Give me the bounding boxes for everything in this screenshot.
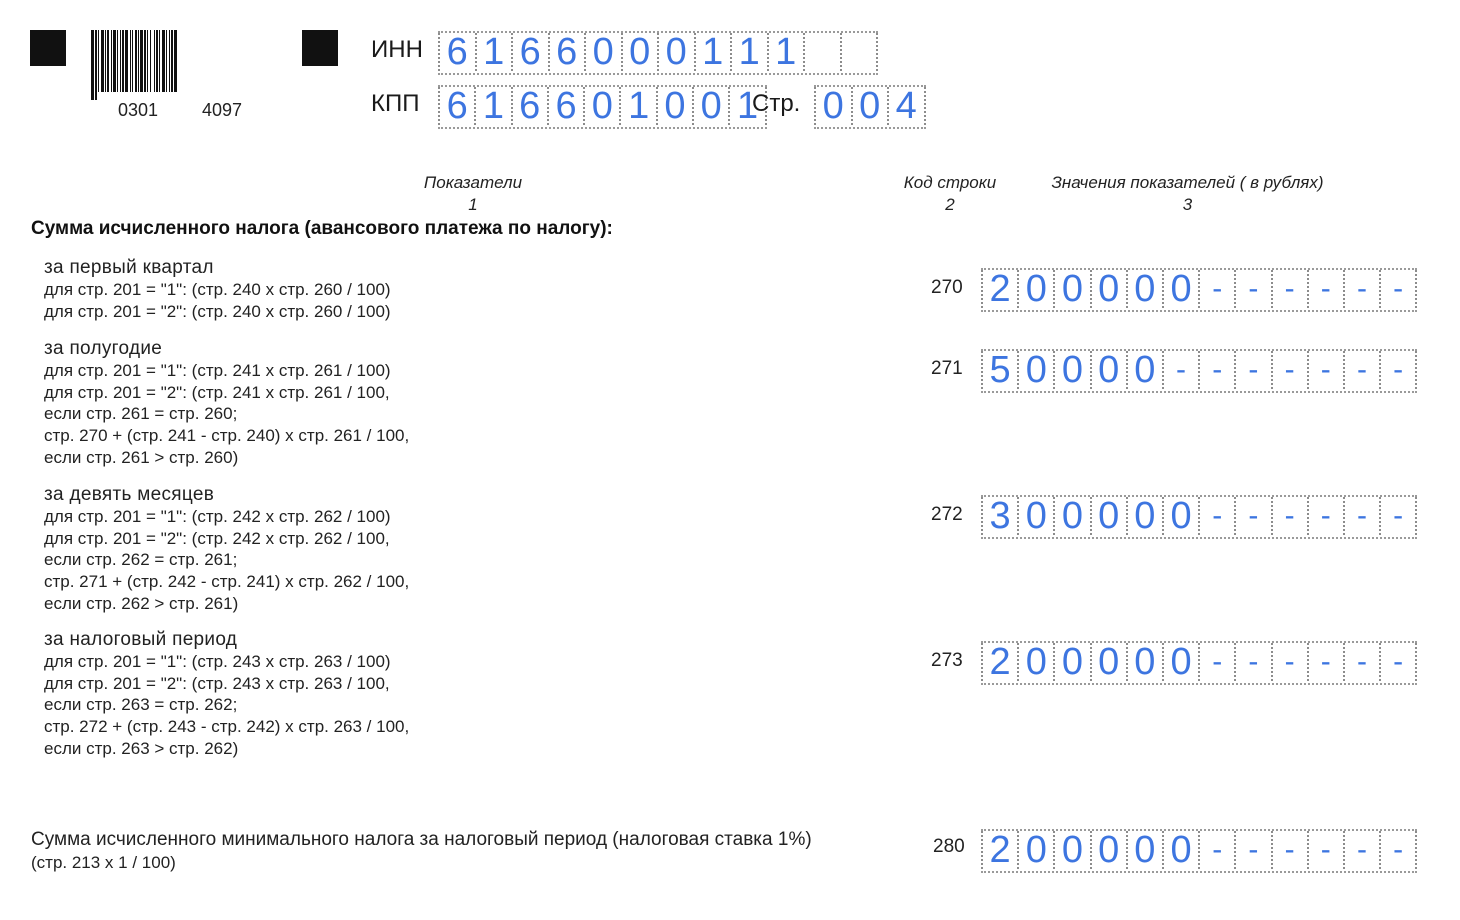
page-label: Стр.	[752, 90, 801, 117]
min-tax-title: Сумма исчисленного минимального налога за налоговый период (налоговая ставка 1%)	[31, 829, 812, 850]
char-cell[interactable]: 2	[981, 270, 1017, 308]
row-formula-line: стр. 272 + (стр. 243 - стр. 242) х стр. 263 / 100,	[44, 717, 410, 736]
row-title: за девять месяцев	[44, 484, 215, 505]
char-cell[interactable]: 1	[619, 87, 655, 125]
row-formula-line: если стр. 262 = стр. 261;	[44, 550, 238, 569]
row-title: за налоговый период	[44, 629, 238, 650]
char-cell[interactable]: 5	[981, 351, 1017, 389]
barcode-bar	[101, 30, 104, 92]
barcode-bar	[105, 30, 106, 92]
char-cell[interactable]	[840, 33, 879, 71]
value-field-270[interactable]	[981, 267, 1417, 310]
row-formula-line: если стр. 261 > стр. 260)	[44, 448, 239, 467]
row-formula-line: если стр. 263 > стр. 262)	[44, 739, 239, 758]
char-cell[interactable]: 6	[511, 87, 547, 125]
char-cell[interactable]: -	[1198, 270, 1234, 308]
row-formula-line: если стр. 263 = стр. 262;	[44, 695, 238, 714]
barcode-bar	[174, 30, 177, 92]
column-1-number: 1	[468, 195, 478, 214]
char-cell[interactable]: 0	[1162, 831, 1198, 869]
char-cell[interactable]: -	[1271, 351, 1307, 389]
char-cell[interactable]: 0	[1090, 497, 1126, 535]
inn-label: ИНН	[371, 36, 423, 63]
char-cell[interactable]: 1	[728, 87, 766, 125]
char-cell[interactable]: -	[1379, 270, 1417, 308]
min-tax-formula: (стр. 213 х 1 / 100)	[31, 853, 176, 872]
char-cell[interactable]: 0	[656, 87, 692, 125]
barcode	[91, 30, 275, 100]
barcode-bar	[107, 30, 109, 92]
char-cell[interactable]: 6	[438, 87, 474, 125]
char-cell[interactable]: 0	[1053, 643, 1089, 681]
barcode-bar	[98, 30, 99, 92]
row-title: за первый квартал	[44, 257, 214, 278]
barcode-bar	[122, 30, 124, 92]
char-cell[interactable]: 2	[981, 643, 1017, 681]
char-cell[interactable]: -	[1379, 497, 1417, 535]
barcode-bar	[91, 30, 94, 100]
char-cell[interactable]: 6	[511, 33, 548, 71]
value-field-272[interactable]	[981, 494, 1417, 537]
char-cell[interactable]: 0	[1017, 270, 1053, 308]
char-cell[interactable]: 1	[475, 33, 512, 71]
char-cell[interactable]: 0	[1090, 831, 1126, 869]
char-cell[interactable]: 0	[1126, 643, 1162, 681]
row-formula-line: для стр. 201 = "2": (стр. 243 х стр. 263 / 100,	[44, 674, 390, 693]
char-cell[interactable]: 1	[694, 33, 731, 71]
row-formula-line: для стр. 201 = "1": (стр. 240 х стр. 260 / 100)	[44, 280, 391, 299]
char-cell[interactable]: 6	[438, 33, 475, 71]
char-cell[interactable]: 3	[981, 497, 1017, 535]
char-cell[interactable]: -	[1198, 643, 1234, 681]
char-cell[interactable]: -	[1379, 831, 1417, 869]
barcode-bar	[120, 30, 121, 92]
char-cell[interactable]: 0	[1090, 643, 1126, 681]
kpp-field[interactable]	[438, 84, 767, 127]
char-cell[interactable]: 0	[1126, 351, 1162, 389]
column-2-title: Код строки	[903, 173, 997, 192]
barcode-left-number: 0301	[118, 100, 159, 120]
row-formula-line: для стр. 201 = "2": (стр. 241 х стр. 261 / 100,	[44, 383, 390, 402]
registration-marker-right	[302, 30, 338, 66]
barcode-bar	[113, 30, 116, 92]
char-cell[interactable]: 0	[1126, 831, 1162, 869]
char-cell[interactable]: 0	[1017, 351, 1053, 389]
char-cell[interactable]: 0	[814, 87, 851, 125]
row-formula-line: если стр. 262 > стр. 261)	[44, 594, 239, 613]
value-field-273[interactable]	[981, 640, 1417, 683]
char-cell[interactable]: 6	[547, 87, 583, 125]
char-cell[interactable]: 0	[584, 33, 621, 71]
barcode-bar	[169, 30, 170, 92]
char-cell[interactable]: -	[1162, 351, 1198, 389]
barcode-bar	[138, 30, 139, 92]
char-cell[interactable]: 0	[1162, 643, 1198, 681]
row-formula-line: для стр. 201 = "2": (стр. 242 х стр. 262 / 100,	[44, 529, 390, 548]
row-formula-line: для стр. 201 = "1": (стр. 243 х стр. 263 / 100)	[44, 652, 391, 671]
column-1-title: Показатели	[423, 173, 523, 192]
char-cell[interactable]: 0	[1126, 270, 1162, 308]
char-cell[interactable]: -	[1343, 643, 1379, 681]
char-cell[interactable]: 0	[1017, 831, 1053, 869]
row-formula-line: для стр. 201 = "1": (стр. 242 х стр. 262 / 100)	[44, 507, 391, 526]
row-formula-line: стр. 271 + (стр. 242 - стр. 241) х стр. 262 / 100,	[44, 572, 410, 591]
char-cell[interactable]: 1	[767, 33, 804, 71]
row-code: 272	[931, 504, 963, 525]
barcode-bar	[111, 30, 112, 92]
char-cell[interactable]: 0	[583, 87, 619, 125]
char-cell[interactable]: -	[1271, 270, 1307, 308]
barcode-bar	[130, 30, 131, 92]
barcode-bar	[144, 30, 146, 92]
char-cell[interactable]: 0	[1017, 497, 1053, 535]
char-cell[interactable]: -	[1271, 497, 1307, 535]
value-field-271[interactable]	[981, 348, 1417, 391]
char-cell[interactable]: 0	[851, 87, 888, 125]
char-cell[interactable]: -	[1343, 270, 1379, 308]
row-formula-line: если стр. 261 = стр. 260;	[44, 404, 238, 423]
char-cell[interactable]: -	[1307, 351, 1343, 389]
char-cell[interactable]: -	[1234, 497, 1270, 535]
row-formula-line: для стр. 201 = "2": (стр. 240 х стр. 260 / 100)	[44, 302, 391, 321]
char-cell[interactable]: 4	[887, 87, 926, 125]
char-cell[interactable]: -	[1307, 831, 1343, 869]
char-cell[interactable]: 0	[1053, 351, 1089, 389]
char-cell[interactable]: 1	[474, 87, 510, 125]
barcode-bar	[154, 30, 155, 92]
barcode-bar	[125, 30, 128, 92]
column-2-number: 2	[945, 195, 955, 214]
char-cell[interactable]: -	[1234, 351, 1270, 389]
char-cell[interactable]: 0	[657, 33, 694, 71]
char-cell[interactable]: 2	[981, 831, 1017, 869]
barcode-bar	[156, 30, 158, 92]
char-cell[interactable]: -	[1343, 497, 1379, 535]
column-3-number: 3	[1182, 195, 1193, 214]
kpp-label: КПП	[371, 90, 420, 117]
row-code: 271	[931, 358, 963, 379]
barcode-bar	[159, 30, 160, 92]
char-cell[interactable]: -	[1234, 831, 1270, 869]
char-cell[interactable]: -	[1234, 643, 1270, 681]
char-cell[interactable]: -	[1343, 831, 1379, 869]
min-tax-code: 280	[933, 836, 965, 857]
barcode-bar	[171, 30, 173, 92]
char-cell[interactable]: 0	[1162, 497, 1198, 535]
char-cell[interactable]: 0	[1017, 643, 1053, 681]
section-title: Сумма исчисленного налога (авансового платежа по налогу):	[31, 218, 613, 239]
barcode-right-number: 4097	[202, 100, 243, 120]
row-formula-line: стр. 270 + (стр. 241 - стр. 240) х стр. 261 / 100,	[44, 426, 410, 445]
char-cell[interactable]: 0	[692, 87, 728, 125]
inn-field[interactable]	[438, 30, 878, 73]
char-cell[interactable]: -	[1271, 643, 1307, 681]
barcode-bar	[166, 30, 167, 92]
row-formula-line: для стр. 201 = "1": (стр. 241 х стр. 261 / 100)	[44, 361, 391, 380]
char-cell[interactable]: 0	[1053, 270, 1089, 308]
char-cell[interactable]: -	[1271, 831, 1307, 869]
char-cell[interactable]: -	[1198, 351, 1234, 389]
row-code: 273	[931, 650, 963, 671]
char-cell[interactable]: -	[1307, 497, 1343, 535]
char-cell[interactable]: 0	[1090, 351, 1126, 389]
barcode-bar	[95, 30, 97, 100]
char-cell[interactable]: 1	[730, 33, 767, 71]
registration-marker-left	[30, 30, 66, 66]
char-cell[interactable]: -	[1307, 643, 1343, 681]
char-cell[interactable]: -	[1343, 351, 1379, 389]
column-3-title: Значения показателей ( в рублях)	[1051, 173, 1324, 192]
barcode-bar	[117, 30, 118, 92]
char-cell[interactable]: 0	[1126, 497, 1162, 535]
char-cell[interactable]: 6	[548, 33, 585, 71]
char-cell[interactable]	[803, 33, 840, 71]
char-cell[interactable]: 0	[621, 33, 658, 71]
char-cell[interactable]: 0	[1162, 270, 1198, 308]
char-cell[interactable]: -	[1307, 270, 1343, 308]
barcode-bar	[135, 30, 137, 92]
char-cell[interactable]: 0	[1090, 270, 1126, 308]
barcode-bar	[150, 30, 151, 92]
row-code: 270	[931, 277, 963, 298]
barcode-bar	[132, 30, 133, 92]
page-number-field[interactable]	[814, 84, 926, 127]
char-cell[interactable]: -	[1379, 643, 1417, 681]
barcode-bar	[140, 30, 143, 92]
barcode-bar	[147, 30, 148, 92]
char-cell[interactable]: 0	[1053, 497, 1089, 535]
char-cell[interactable]: -	[1234, 270, 1270, 308]
char-cell[interactable]: -	[1379, 351, 1417, 389]
char-cell[interactable]: 0	[1053, 831, 1089, 869]
char-cell[interactable]: -	[1198, 831, 1234, 869]
value-field-280[interactable]	[981, 828, 1417, 871]
row-title: за полугодие	[44, 338, 163, 359]
barcode-bar	[162, 30, 165, 92]
char-cell[interactable]: -	[1198, 497, 1234, 535]
